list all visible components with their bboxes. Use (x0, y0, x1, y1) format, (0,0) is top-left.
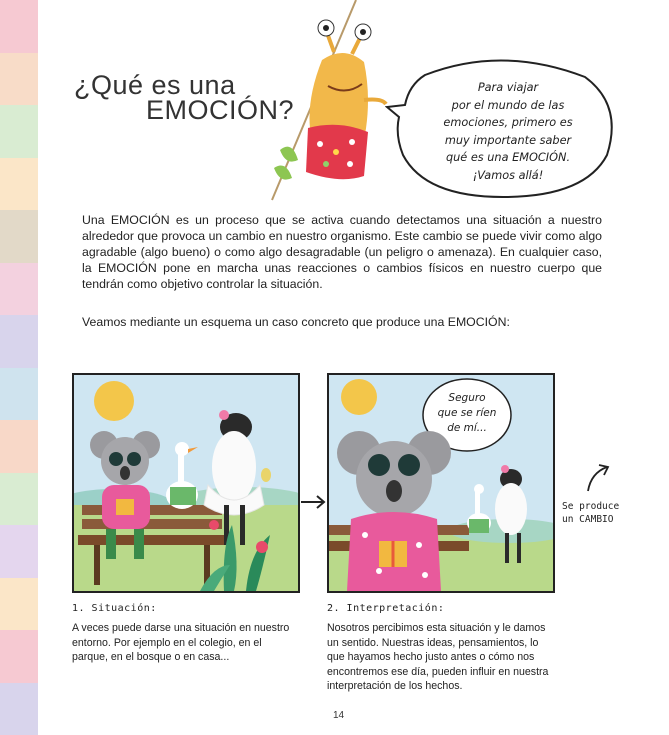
panel-interpretacion (327, 373, 555, 593)
change-label-line2: un CAMBIO (562, 514, 614, 525)
sun-icon (341, 379, 377, 415)
thought-line: Seguro (448, 392, 486, 404)
bubble-line: muy importante saber (444, 133, 572, 147)
bubble-line: Para viajar (477, 81, 539, 94)
slug-character (264, 0, 404, 205)
panel-situacion (72, 373, 300, 593)
page-title-line2: EMOCIÓN? (146, 95, 295, 125)
lead-paragraph: Veamos mediante un esquema un caso concreto que produce una EMOCIÓN: (82, 315, 510, 329)
sun-icon (94, 381, 134, 421)
arrow-right-icon (300, 495, 326, 509)
arrow-up-right-icon (585, 463, 611, 493)
thought-line: de mí... (447, 422, 487, 434)
speech-bubble (385, 55, 620, 203)
thought-line: que se ríen (437, 407, 497, 419)
thought-bubble-text (431, 391, 503, 436)
change-label-line1: Se produce (562, 501, 620, 512)
bubble-line: ¡Vamos allá! (472, 168, 544, 182)
bubble-line: emociones, primero es (443, 116, 573, 129)
page-title-line1: ¿Qué es una (74, 70, 236, 100)
decorative-stripe (0, 0, 38, 735)
change-label (562, 500, 642, 526)
caption-text-interpretacion: Nosotros percibimos esta situación y le damos un sentido. Nuestras ideas, pensamientos, lo que hayamos hecho justo antes o cómo nos encontremos ese día, pueden influir en nuestra interpretación de los hechos. (327, 622, 549, 693)
bubble-line: qué es una EMOCIÓN. (445, 151, 571, 164)
bubble-line: por el mundo de las (451, 98, 565, 112)
intro-paragraph: Una EMOCIÓN es un proceso que se activa cuando detectamos una situación a nuestro alrededor que provoca un cambio en nuestro organismo. Este cambio se puede vivir como algo agradable (algo bueno) o como algo desagradable (un peligro o amenaza). En cualquier caso, la EMOCIÓN pone en marcha unas reacciones o cambios físicos en nuestro cuerpo que tendrán como objetivo controlar la situación. (82, 213, 602, 291)
caption-title-interpretacion: 2. Interpretación: (327, 603, 445, 614)
caption-text-situacion: A veces puede darse una situación en nuestro entorno. Por ejemplo en el colegio, en el parque, en el bosque o en casa... (72, 622, 290, 664)
page-number: 14 (332, 710, 345, 721)
caption-title-situacion: 1. Situación: (72, 603, 157, 614)
